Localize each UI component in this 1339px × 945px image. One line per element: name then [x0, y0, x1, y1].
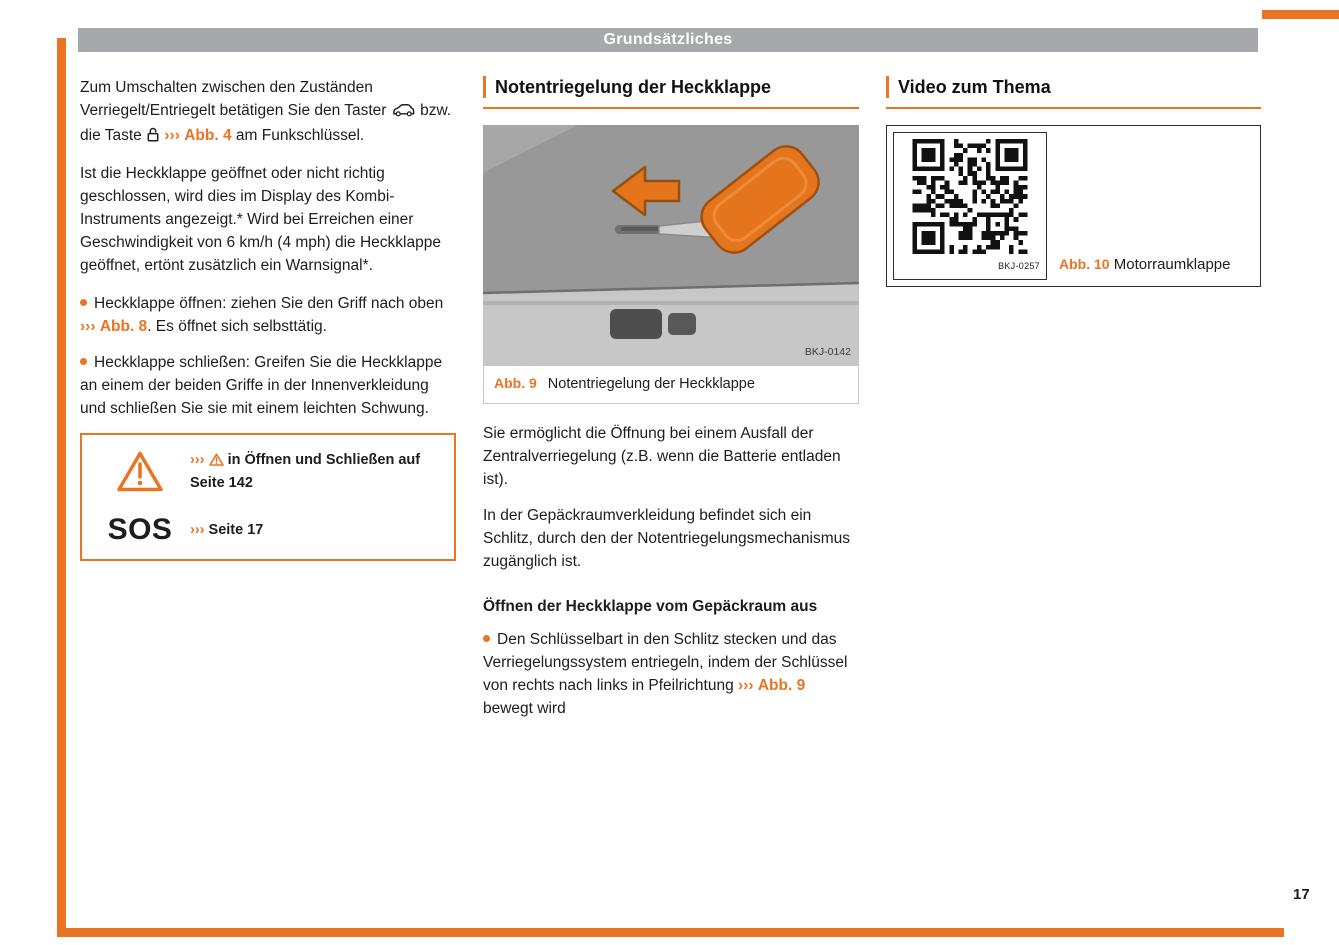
section-heading-video — [886, 76, 1261, 109]
figure-caption-text: Notentriegelung der Heckklappe — [547, 376, 755, 392]
bullet-key-in-slot: Den Schlüsselbart in den Schlitz stecken und das Verriegelungssystem entriegeln, indem der Schlüssel von rechts nach links in Pfeilrichtung ››› Abb. 9 bewegt wird — [483, 631, 848, 717]
warning-box — [80, 433, 456, 561]
figure-caption-abb9 — [483, 365, 859, 404]
cross-ref-arrows: ››› — [80, 318, 96, 335]
bullet-dot — [80, 299, 87, 306]
qr-code — [893, 132, 1047, 280]
video-figure-abb10 — [886, 125, 1261, 287]
tailgate-remote-button-icon — [392, 101, 415, 124]
bullet-dot — [483, 635, 490, 642]
warning-box-ref-1: ››› in Öffnen und Schließen auf Seite 142 — [190, 452, 421, 491]
bottom-rule — [57, 928, 1284, 937]
paragraph-display-warning: Ist die Heckklappe geöffnet oder nicht richtig geschlossen, wird dies im Display des Kombi-Instruments angezeigt.* Wird bei Erreichen einer Geschwindigkeit von 6 km/h (4 mph) die Heckklappe geöffnet, ertönt zusätzlich ein Warnsignal*. — [80, 165, 441, 274]
qr-figure-code: BKJ-0257 — [998, 261, 1040, 271]
section-heading-text: Notentriegelung der Heckklappe — [483, 76, 859, 98]
cross-ref-arrows: ››› — [738, 677, 754, 694]
cross-ref-abb4: Abb. 4 — [184, 127, 232, 144]
warning-triangle-icon — [94, 450, 186, 494]
bullet-dot — [80, 358, 87, 365]
figure-abb9 — [483, 125, 859, 404]
cross-ref-abb8: Abb. 8 — [99, 318, 148, 335]
paragraph-lock-toggle: Zum Umschalten zwischen den Zuständen Verriegelt/Entriegelt betätigen Sie den Taster bzw. die Taste ››› Abb. 4 am Funkschlüssel. — [80, 76, 456, 149]
cross-ref-arrows: ››› — [190, 452, 205, 468]
section-heading-emergency-release — [483, 76, 859, 109]
cross-ref-arrows: ››› — [164, 127, 180, 144]
figure-label: Abb. 9 — [494, 375, 537, 391]
paragraph-purpose: Sie ermöglicht die Öffnung bei einem Ausfall der Zentralverriegelung (z.B. wenn die Batterie entladen ist). — [483, 425, 841, 488]
unlock-button-icon — [147, 126, 159, 149]
sos-label: SOS — [107, 513, 173, 546]
paragraph-slot-location: In der Gepäckraumverkleidung befindet sich ein Schlitz, durch den der Notentriegelungsmechanismus zugänglich ist. — [483, 507, 851, 570]
page-number: 17 — [1293, 886, 1310, 903]
figure-code: BKJ-0142 — [804, 346, 851, 358]
top-right-rule — [1262, 10, 1339, 19]
left-rule — [57, 38, 66, 937]
tailgate-emergency-release-illustration — [483, 125, 859, 365]
page-header-title: Grundsätzliches — [603, 31, 733, 48]
figure-caption-text: Motorraumklappe — [1113, 256, 1231, 273]
cross-ref-arrows: ››› — [190, 521, 205, 538]
page-header-bar — [78, 28, 1258, 52]
column-middle — [483, 76, 859, 733]
column-left — [80, 76, 456, 561]
bullet-open-tailgate: Heckklappe öffnen: ziehen Sie den Griff nach oben ››› Abb. 8. Es öffnet sich selbsttätig. — [80, 295, 444, 335]
bullet-close-tailgate: Heckklappe schließen: Greifen Sie die Heckklappe an einem der beiden Griffe in der Innenverkleidung und schließen Sie sie mit einem leichten Schwung. — [80, 354, 443, 417]
warning-box-ref-2: ››› Seite 17 — [190, 521, 264, 538]
column-right — [886, 76, 1261, 287]
cross-ref-abb9: Abb. 9 — [757, 677, 806, 694]
section-heading-text: Video zum Thema — [886, 76, 1261, 98]
subheading-open-from-luggage: Öffnen der Heckklappe vom Gepäckraum aus — [483, 598, 818, 615]
figure-label: Abb. 10 — [1059, 256, 1110, 272]
inline-warning-icon — [209, 452, 224, 473]
video-caption — [1047, 132, 1254, 280]
